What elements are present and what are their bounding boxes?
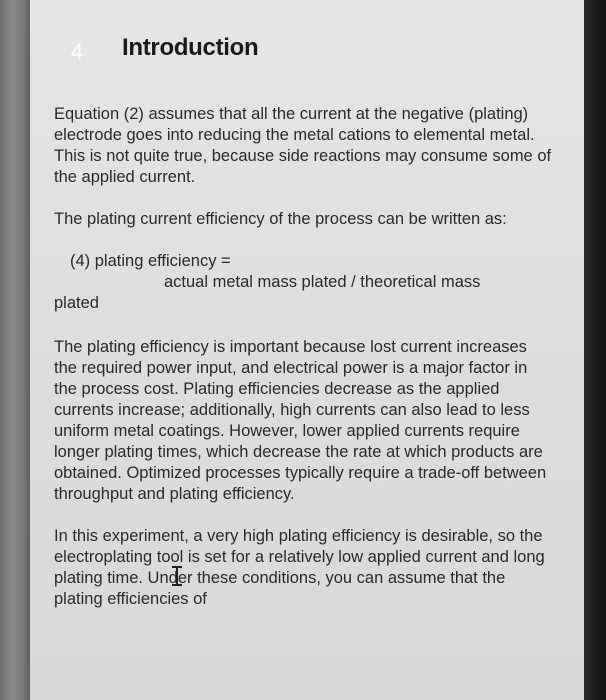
chapter-header [30, 22, 584, 78]
paragraph-experiment [54, 526, 554, 610]
equation-numerator: actual metal mass plated / theoretical mass [164, 273, 481, 291]
chapter-title: Introduction [122, 34, 259, 61]
paragraph-experiment-part-1: In this experiment, a very high plating efficiency is desirable, so the electroplating tool is set for a relatively low applied current and long plating time. Und [54, 527, 545, 587]
paragraph-efficiency-intro: The plating current efficiency of the process can be written as: [54, 210, 507, 228]
document-body[interactable] [54, 104, 554, 631]
paragraph-equation-assumption: Equation (2) assumes that all the current at the negative (plating) electrode goes into reducing the metal cations to elemental metal. This is not quite true, because side reactions may consume some of the applied current. [54, 105, 552, 186]
paragraph-experiment-part-2: er these conditions, you can assume that the plating efficiencies of [54, 569, 506, 608]
equation-label: (4) plating efficiency = [70, 252, 231, 270]
document-page[interactable] [30, 0, 584, 700]
chapter-number: 4 [70, 39, 84, 64]
equation-continuation: plated [54, 294, 99, 312]
page-bottom-fade [30, 686, 584, 700]
paragraph-efficiency-importance: The plating efficiency is important because lost current increases the required power input, and electrical power is a major factor in the process cost. Plating efficiencies decrease as the applied currents increase; additionally, high currents can also lead to less uniform metal coatings. However, lower applied currents require longer plating times, which decrease the rate at which products are obtained. Optimized processes typically require a trade-off between throughput and plating efficiency. [54, 338, 547, 503]
screen-bezel-right [584, 0, 606, 700]
screen-bezel-left [0, 0, 30, 700]
